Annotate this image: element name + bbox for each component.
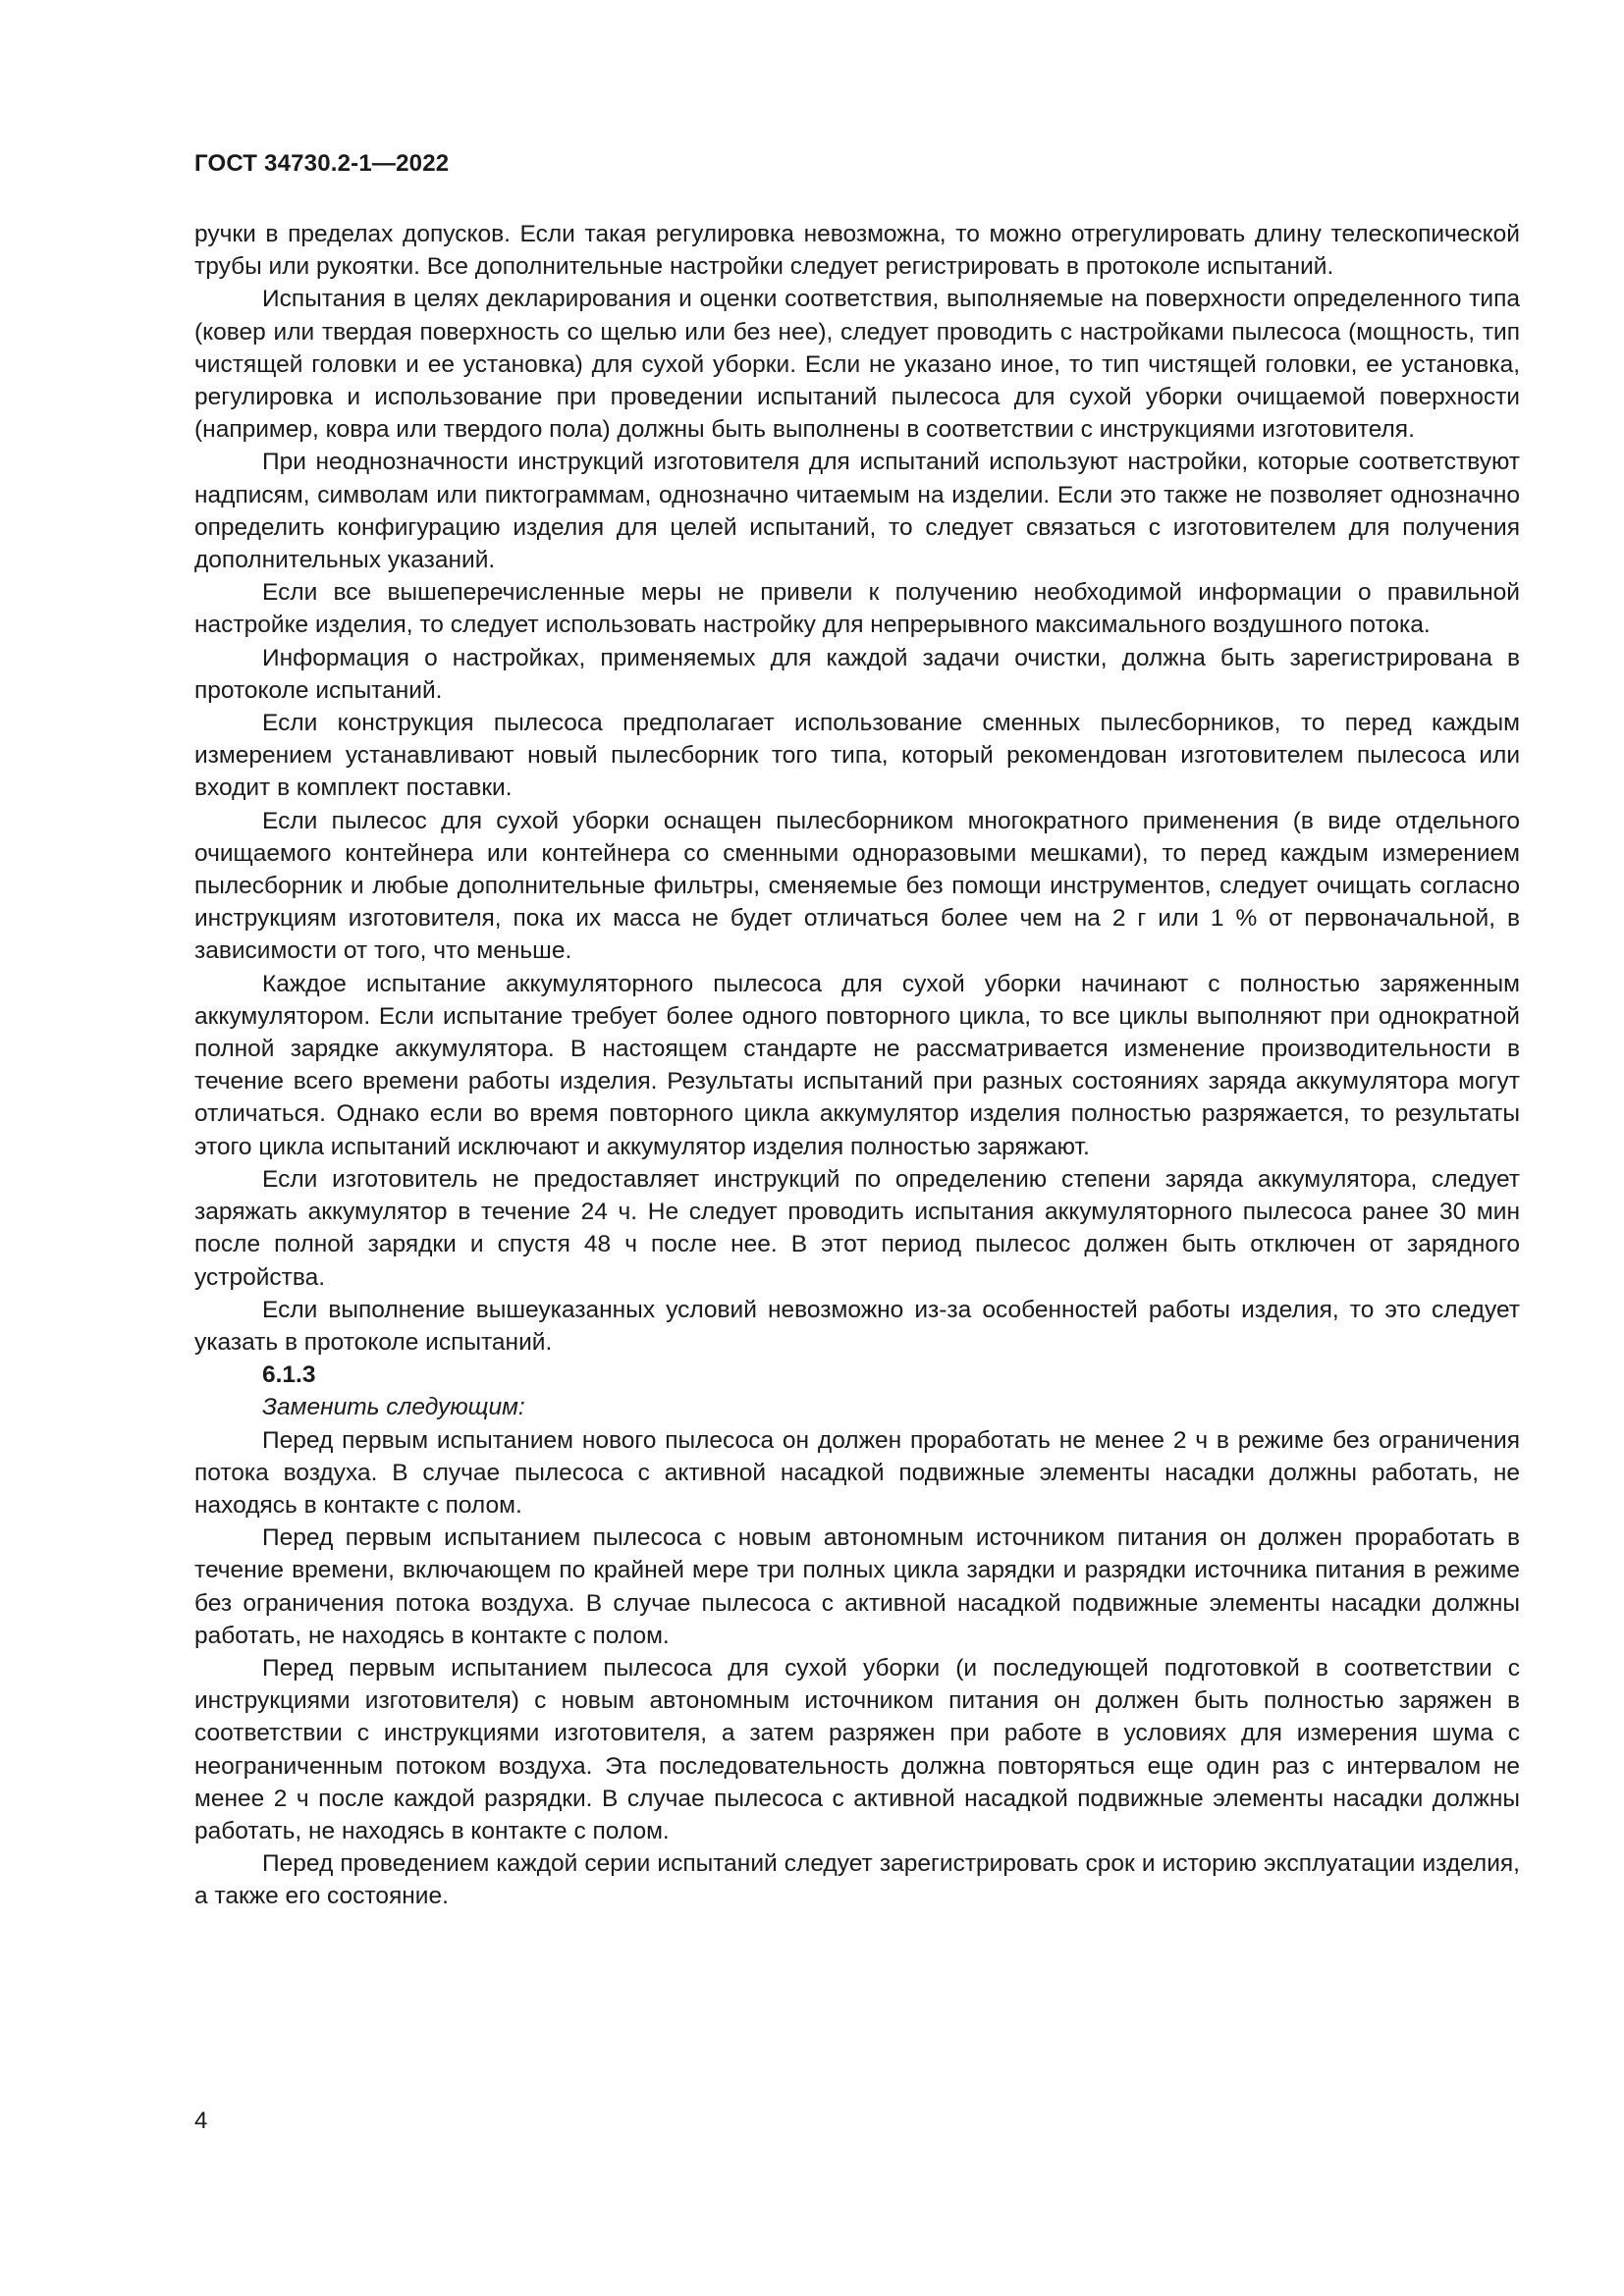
section-number: 6.1.3 xyxy=(262,1362,316,1389)
paragraph: Перед первым испытанием пылесоса с новым автономным источником питания он должен проработать в течение времени, включающем по крайней мере три полных цикла зарядки и разрядки источника питания в режиме без ограничения потока воздуха. В случае пылесоса с активной насадкой подвижные элементы насадки должны работать, не находясь в контакте с полом. xyxy=(194,1524,1520,1649)
paragraph: Каждое испытание аккумуляторного пылесоса для сухой уборки начинают с полностью заряженным аккумулятором. Если испытание требует более одного повторного цикла, то все циклы выполняют при однократной полной зарядке аккумулятора. В настоящем стандарте не рассматривается изменение производительности в течение всего времени работы изделия. Результаты испытаний при разных состояниях заряда аккумулятора могут отличаться. Однако если во время повторного цикла аккумулятор изделия полностью разряжается, то результаты этого цикла испытаний исключают и аккумулятор изделия полностью заряжают. xyxy=(194,970,1520,1160)
page-number: 4 xyxy=(194,2108,208,2134)
paragraph: Испытания в целях декларирования и оценки соответствия, выполняемые на поверхности определенного типа (ковер или твердая поверхность со щелью или без нее), следует проводить с настройками пылесоса (мощность, тип чистящей головки и ее установка) для сухой уборки. Если не указано иное, то тип чистящей головки, ее установка, регулировка и использование при проведении испытаний пылесоса для сухой уборки очищаемой поверхности (например, ковра или твердого пола) должны быть выполнены в соответствии с инструкциями изготовителя. xyxy=(194,286,1520,444)
document-header: ГОСТ 34730.2-1—2022 xyxy=(194,150,450,177)
paragraph: Информация о настройках, применяемых для каждой задачи очистки, должна быть зарегистрирована в протоколе испытаний. xyxy=(194,644,1520,704)
amendment-instruction: Заменить следующим: xyxy=(262,1394,525,1421)
paragraph: При неоднозначности инструкций изготовителя для испытаний используют настройки, которые соответствуют надписям, символам или пиктограммам, однозначно читаемым на изделии. Если это также не позволяет однозначно определить конфигурацию изделия для целей испытаний, то следует связаться с изготовителем для получения дополнительных указаний. xyxy=(194,449,1520,574)
page-body xyxy=(194,218,1520,1913)
paragraph: Если выполнение вышеуказанных условий невозможно из-за особенностей работы изделия, то это следует указать в протоколе испытаний. xyxy=(194,1296,1520,1356)
paragraph: Если пылесос для сухой уборки оснащен пылесборником многократного применения (в виде отдельного очищаемого контейнера или контейнера со сменными одноразовыми мешками), то перед каждым измерением пылесборник и любые дополнительные фильтры, сменяемые без помощи инструментов, следует очищать согласно инструкциям изготовителя, пока их масса не будет отличаться более чем на 2 г или 1 % от первоначальной, в зависимости от того, что меньше. xyxy=(194,807,1520,965)
paragraph: Если все вышеперечисленные меры не привели к получению необходимой информации о правильной настройке изделия, то следует использовать настройку для непрерывного максимального воздушного потока. xyxy=(194,579,1520,639)
paragraph: Перед первым испытанием нового пылесоса он должен проработать не менее 2 ч в режиме без ограничения потока воздуха. В случае пылесоса с активной насадкой подвижные элементы насадки должны работать, не находясь в контакте с полом. xyxy=(194,1426,1520,1519)
paragraph: Если изготовитель не предоставляет инструкций по определению степени заряда аккумулятора, следует заряжать аккумулятор в течение 24 ч. Не следует проводить испытания аккумуляторного пылесоса ранее 30 мин после полной зарядки и спустя 48 ч после нее. В этот период пылесос должен быть отключен от зарядного устройства. xyxy=(194,1165,1520,1291)
paragraph: Если конструкция пылесоса предполагает использование сменных пылесборников, то перед каждым измерением устанавливают новый пылесборник того типа, который рекомендован изготовителем пылесоса или входит в комплект поставки. xyxy=(194,710,1520,802)
paragraph: ручки в пределах допусков. Если такая регулировка невозможна, то можно отрегулировать длину телескопической трубы или рукоятки. Все дополнительные настройки следует регистрировать в протоколе испытаний. xyxy=(194,221,1520,281)
paragraph: Перед проведением каждой серии испытаний следует зарегистрировать срок и историю эксплуатации изделия, а также его состояние. xyxy=(194,1850,1520,1910)
paragraph: Перед первым испытанием пылесоса для сухой уборки (и последующей подготовкой в соответствии с инструкциями изготовителя) с новым автономным источником питания он должен быть полностью заряжен в соответствии с инструкциями изготовителя, а затем разряжен при работе в условиях для измерения шума с неограниченным потоком воздуха. Эта последовательность должна повторяться еще один раз с интервалом не менее 2 ч после каждой разрядки. В случае пылесоса с активной насадкой подвижные элементы насадки должны работать, не находясь в контакте с полом. xyxy=(194,1654,1520,1844)
